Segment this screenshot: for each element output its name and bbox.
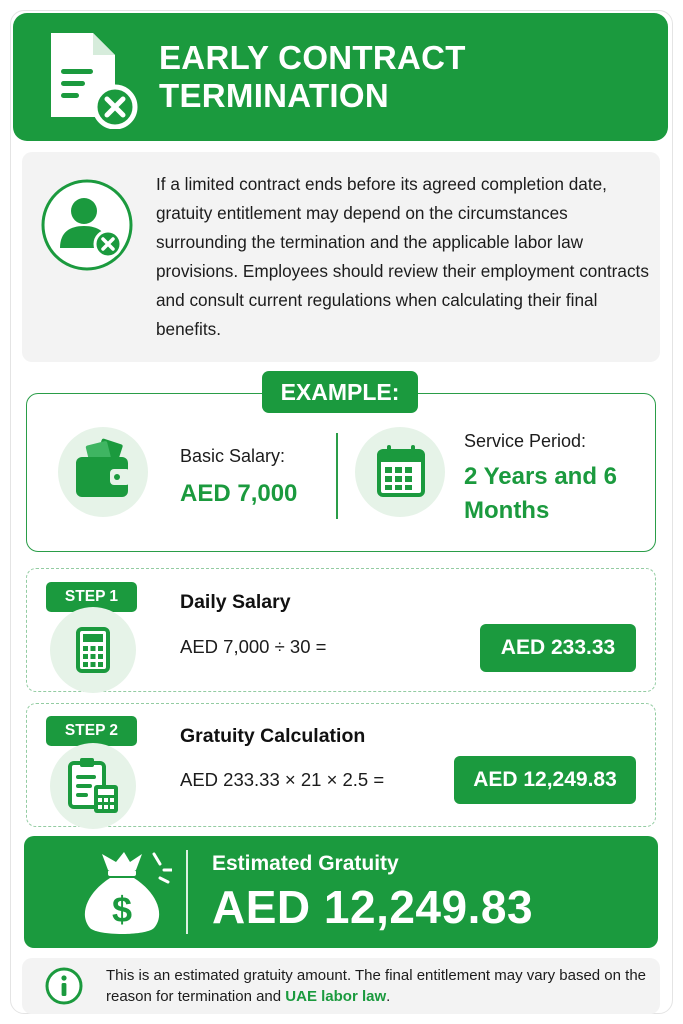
- money-bag-icon: [72, 844, 172, 940]
- example-divider: [336, 433, 338, 519]
- calculator-icon-circle: [50, 607, 136, 693]
- page-title: EARLY CONTRACT TERMINATION: [159, 39, 466, 114]
- disclaimer-text-main: This is an estimated gratuity amount. The final entitlement may vary based on the reason for termination and: [106, 967, 646, 1005]
- intro-text: If a limited contract ends before its agreed completion date, gratuity entitlement may depend on the circumstances surrounding the termination and the applicable labor law provisions. Employees should review their employment contracts and consult current regulations when calculating their final benefits.: [156, 174, 649, 339]
- info-icon: [44, 966, 84, 1006]
- step-1-formula: AED 7,000 ÷ 30 =: [180, 636, 327, 657]
- step-1-title: Daily Salary: [180, 591, 291, 613]
- wallet-icon: [58, 427, 148, 517]
- disclaimer-note: [22, 958, 660, 1014]
- service-period-value: 2 Years and 6 Months: [464, 463, 617, 524]
- svg-text:$: $: [111, 889, 133, 930]
- basic-salary-label: Basic Salary:: [180, 446, 286, 466]
- total-divider: [186, 850, 188, 934]
- user-cancel-icon: [40, 178, 134, 272]
- clipboard-calculator-icon-circle: [50, 743, 136, 829]
- example-label: EXAMPLE:: [262, 371, 418, 413]
- intro-panel: [22, 152, 660, 362]
- estimated-gratuity-label: Estimated Gratuity: [212, 852, 399, 875]
- document-cancel-icon: [39, 29, 139, 129]
- calculator-icon: [50, 607, 136, 693]
- step-1-result: AED 233.33: [480, 624, 636, 672]
- uae-labor-law-highlight: UAE labor law: [285, 988, 387, 1005]
- clipboard-calculator-icon: [50, 743, 136, 829]
- basic-salary-value: AED 7,000: [180, 480, 298, 507]
- step-2-result: AED 12,249.83: [454, 756, 636, 804]
- wallet-icon-circle: [58, 427, 148, 517]
- estimated-gratuity-value: AED 12,249.83: [212, 881, 534, 933]
- step-1-badge: STEP 1: [46, 582, 137, 612]
- service-period-label: Service Period:: [464, 431, 587, 451]
- step-2-formula: AED 233.33 × 21 × 2.5 =: [180, 769, 385, 790]
- step-2-title: Gratuity Calculation: [180, 725, 366, 747]
- header-banner: [13, 13, 668, 141]
- calendar-icon-circle: [355, 427, 445, 517]
- estimated-gratuity-panel: [24, 836, 658, 948]
- calendar-icon: [355, 427, 445, 517]
- disclaimer-text-end: .: [386, 988, 391, 1005]
- step-2-badge: STEP 2: [46, 716, 137, 746]
- disclaimer-text: [106, 965, 646, 1007]
